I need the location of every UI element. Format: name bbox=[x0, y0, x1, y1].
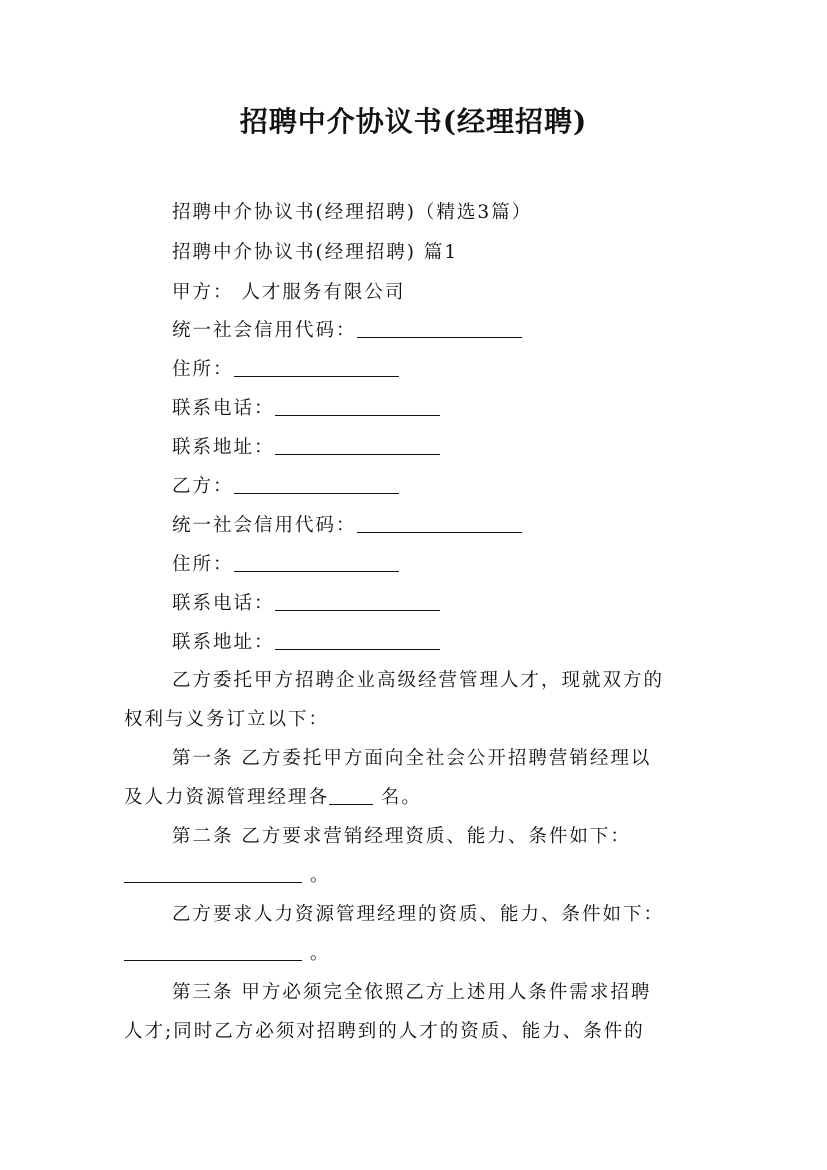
party-b-phone bbox=[0, 589, 827, 615]
party-b-contact-address bbox=[0, 628, 827, 654]
paragraph-line: 权利与义务订立以下： bbox=[124, 709, 330, 730]
field-label: 联系地址： bbox=[172, 632, 275, 653]
field-label: 住所： bbox=[172, 359, 234, 380]
blank-line bbox=[275, 631, 440, 650]
field-label: 统一社会信用代码： bbox=[172, 320, 357, 341]
section-heading: 招聘中介协议书(经理招聘) 篇1 bbox=[172, 242, 459, 263]
blank-line bbox=[275, 592, 440, 611]
paragraph-text: 及人力资源管理经理各 bbox=[124, 787, 330, 808]
party-a-line: 甲方： 人才服务有限公司 bbox=[172, 282, 406, 303]
field-label: 乙方： bbox=[172, 476, 234, 497]
blank-line bbox=[275, 397, 440, 416]
subtitle-line: 招聘中介协议书(经理招聘)（精选3篇） bbox=[172, 202, 533, 223]
party-a-address bbox=[0, 355, 827, 381]
article-2-line: 乙方要求人力资源管理经理的资质、能力、条件如下： bbox=[172, 904, 665, 925]
field-label: 住所： bbox=[172, 554, 234, 575]
article-3-line: 第三条 甲方必须完全依照乙方上述用人条件需求招聘 bbox=[172, 982, 652, 1003]
party-a-credit-code bbox=[0, 316, 827, 342]
party-a-phone bbox=[0, 394, 827, 420]
paragraph-line: 乙方委托甲方招聘企业高级经营管理人才，现就双方的 bbox=[172, 670, 665, 691]
article-3-line: 人才;同时乙方必须对招聘到的人才的资质、能力、条件的 bbox=[124, 1021, 645, 1042]
field-label: 统一社会信用代码： bbox=[172, 515, 357, 536]
paragraph-text: 。 bbox=[302, 865, 331, 886]
paragraph-text: 名。 bbox=[373, 787, 422, 808]
blank-line bbox=[329, 786, 373, 805]
blank-line bbox=[357, 319, 522, 338]
party-b-credit-code bbox=[0, 511, 827, 537]
blank-line bbox=[357, 514, 522, 533]
article-2-line bbox=[0, 861, 827, 887]
article-1-line: 第一条 乙方委托甲方面向全社会公开招聘营销经理以 bbox=[172, 748, 652, 769]
article-2-line: 第二条 乙方要求营销经理资质、能力、条件如下： bbox=[172, 826, 631, 847]
party-b-line bbox=[0, 472, 827, 498]
blank-line bbox=[234, 553, 399, 572]
blank-line bbox=[234, 358, 399, 377]
field-label: 联系地址： bbox=[172, 437, 275, 458]
blank-line bbox=[275, 436, 440, 455]
article-2-line bbox=[0, 939, 827, 965]
paragraph-text: 。 bbox=[302, 943, 331, 964]
field-label: 联系电话： bbox=[172, 398, 275, 419]
blank-line bbox=[124, 864, 302, 883]
blank-line bbox=[234, 475, 399, 494]
blank-line bbox=[124, 942, 302, 961]
party-b-address bbox=[0, 550, 827, 576]
article-1-line bbox=[0, 783, 827, 809]
party-a-contact-address bbox=[0, 433, 827, 459]
field-label: 联系电话： bbox=[172, 593, 275, 614]
document-title: 招聘中介协议书(经理招聘) bbox=[239, 105, 588, 138]
